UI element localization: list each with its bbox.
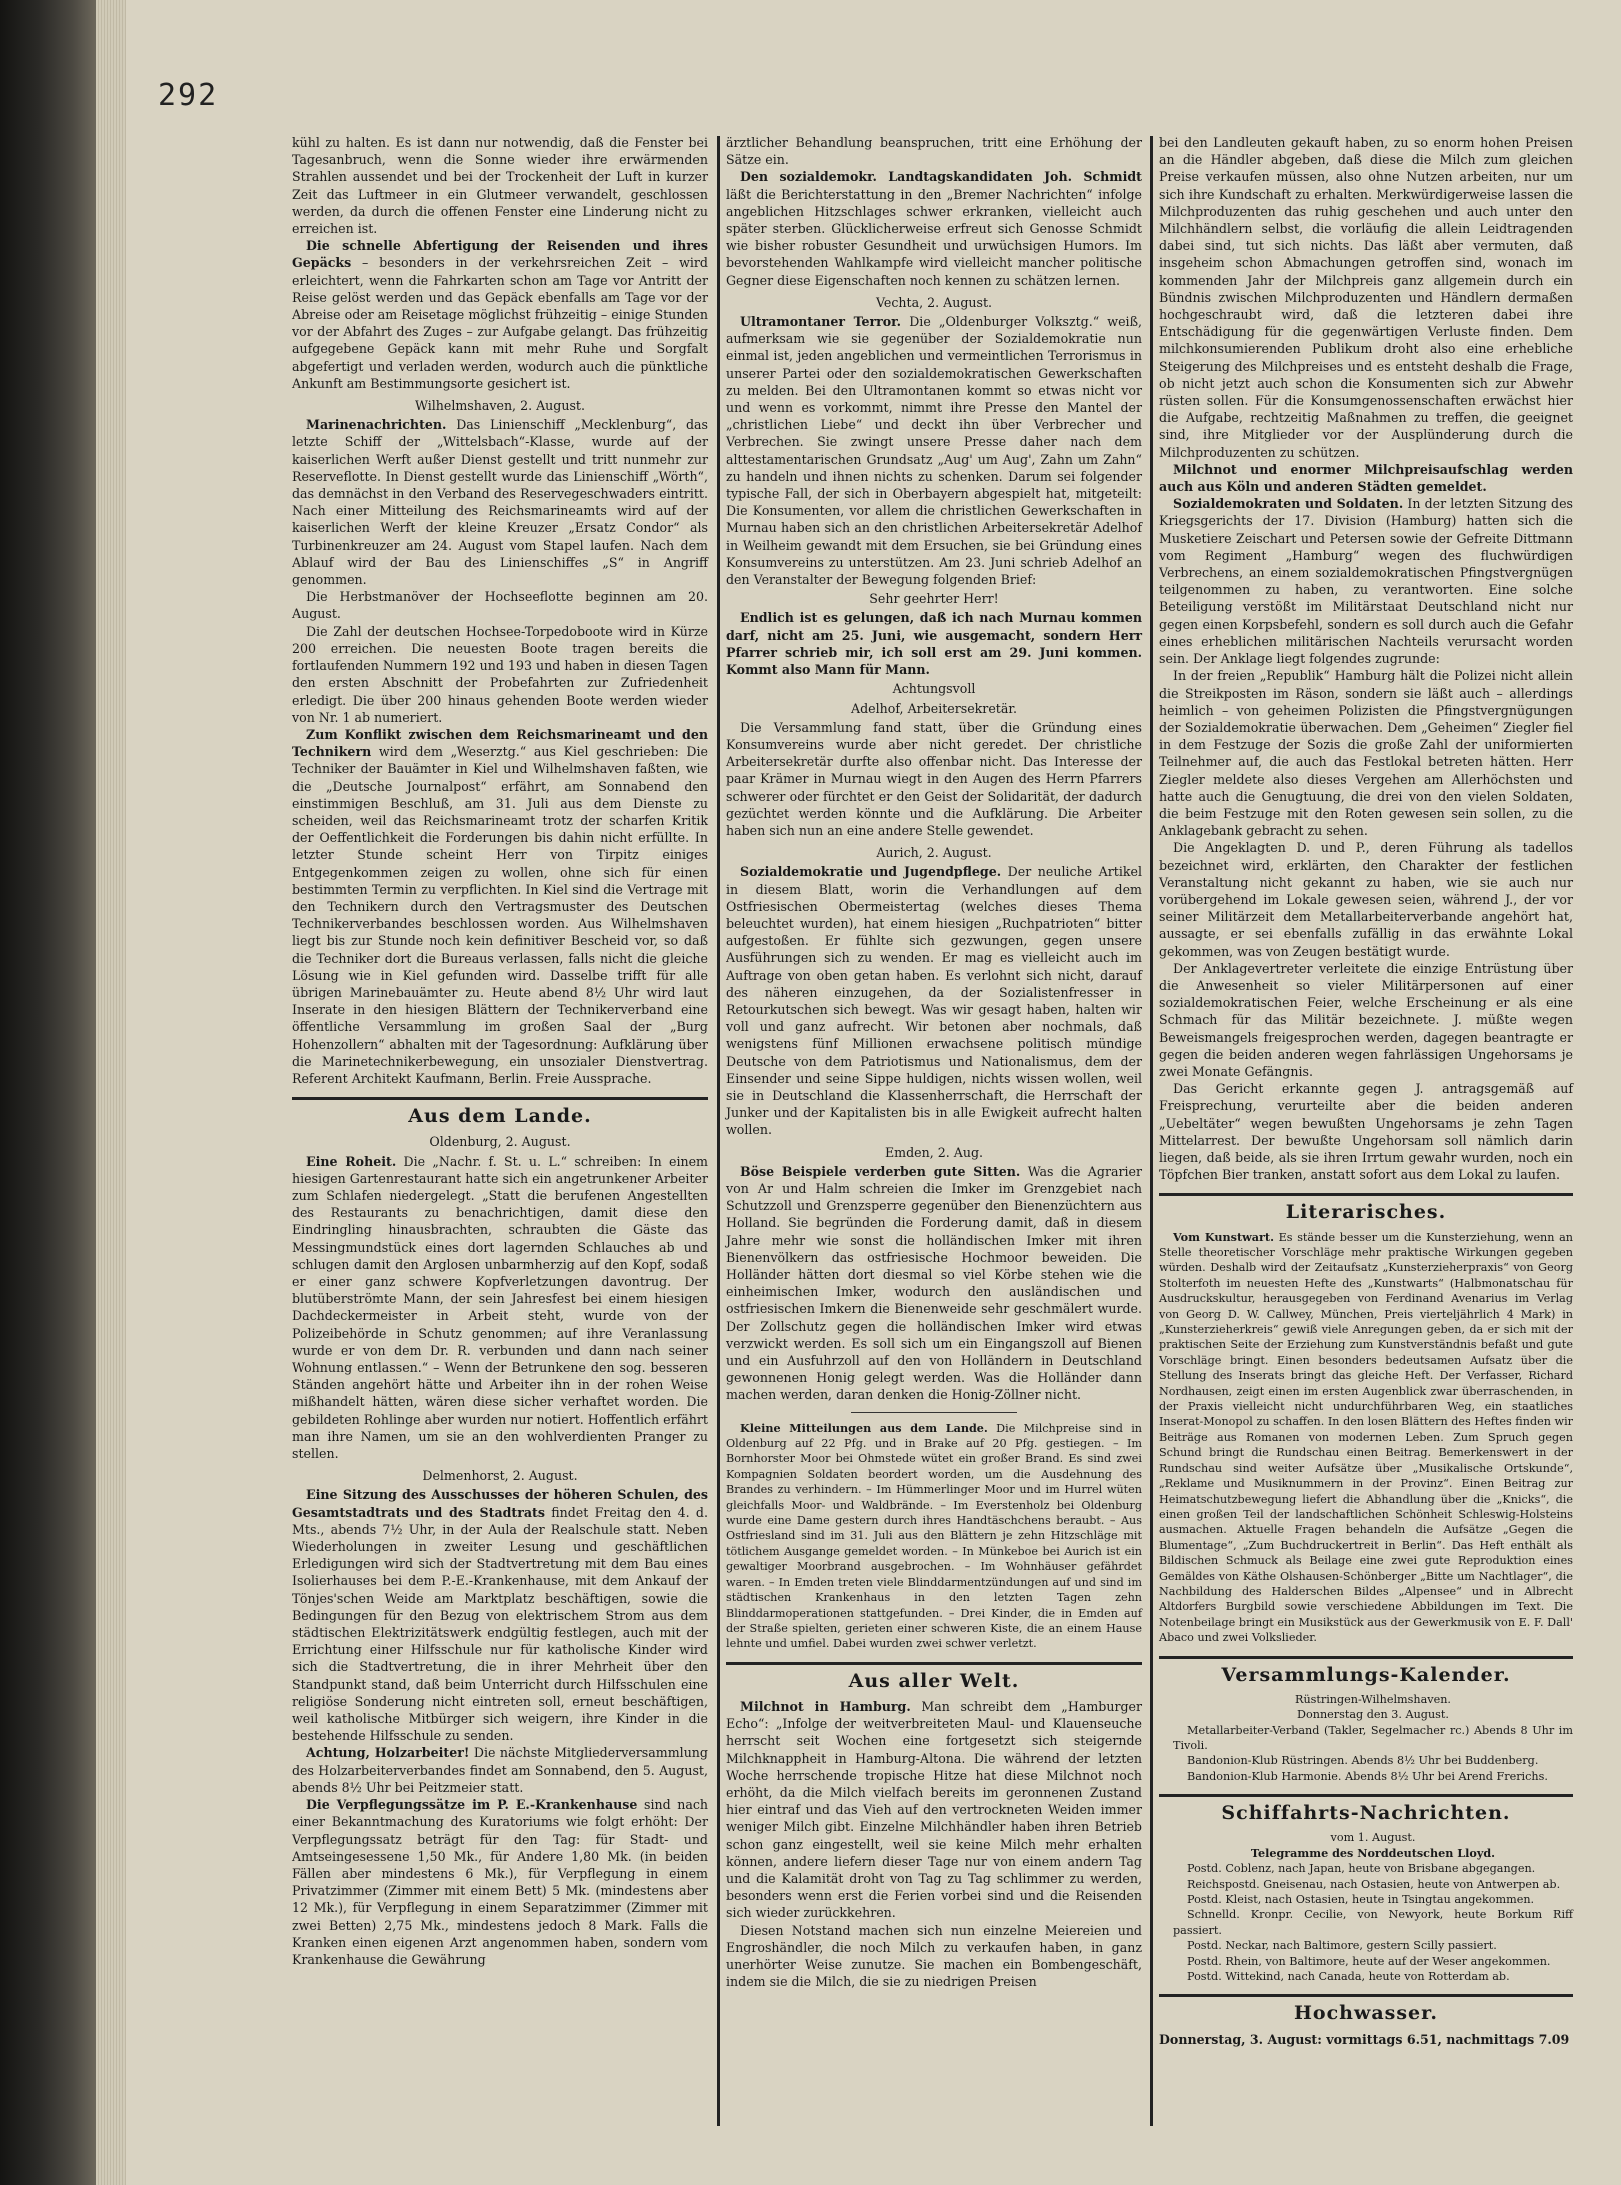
article-heading: Ultramontaner Terror. <box>740 314 902 330</box>
small-print-block <box>1159 1230 1573 1646</box>
paragraph <box>292 1153 708 1463</box>
paragraph-text: Die nächste Mitgliederversammlung des Holzarbeiterverbandes findet am Sonnabend, den 5. August, abends 8½ Uhr bei Peitzmeier statt. <box>292 1745 708 1795</box>
shipping-entry: Postd. Kleist, nach Ostasien, heute in Tsingtau angekommen. <box>1187 1893 1535 1907</box>
shipping-entry: Postd. Wittekind, nach Canada, heute von Rotterdam ab. <box>1187 1970 1510 1984</box>
paragraph <box>292 237 708 392</box>
article-heading: Eine Roheit. <box>306 1153 397 1169</box>
article-heading: Die Verpflegungssätze im P. E.-Krankenhause <box>306 1797 638 1813</box>
column-rule <box>1150 136 1153 2126</box>
paragraph-text: Das Linienschiff „Mecklenburg“, das letzte Schiff der „Wittelsbach“-Klasse, wurde auf der kaiserlichen Werft außer Dienst gestellt und tritt nunmehr zur Reserveflotte. In Dienst gestellt wurde das Linienschiff „Wörth“, das demnächst in den Verband des Reservegeschwaders eintritt. Nach einer Mitteilung des Reichsmarineamts wird auf der kaiserlichen Werft der kleine Kreuzer „Ersatz Condor“ als Turbinenkreuzer am 24. August vom Stapel laufen. Nach dem Ablauf wird der Bau des Linienschiffes „S“ in Angriff genommen. <box>292 417 708 588</box>
paragraph <box>726 1163 1142 1404</box>
letter-body: Endlich ist es gelungen, daß ich nach Murnau kommen darf, nicht am 25. Juni, wie ausgemacht, sondern Herr Pfarrer schrieb mir, ich soll erst am 29. Juni kommen. Kommt also Mann für Mann. <box>726 610 1142 678</box>
shipping-entry: Postd. Rhein, von Baltimore, heute auf der Weser angekommen. <box>1187 1954 1551 1968</box>
paragraph-text: findet Freitag den 4. d. Mts., abends 7½ Uhr, in der Aula der Realschule statt. Neben Wiederholungen in zweiter Lesung und geschäftlichen Erledigungen wird sich der Stadtvertretung mit dem Bau eines Isolierhauses bei dem P.-E.-Krankenhause, mit dem Ankauf der Tönjes'schen Weide am Marktplatz beschäftigen, sowie die Bedingungen für den Bezug von elektrischem Strom aus dem städtischen Elektrizitätswerk endgültig festlegen, auch mit der Errichtung einer Hilfsschule nur für katholische Kinder wird sich die Stadtvertretung, die in ihrer Mehrheit über den Standpunkt stand, daß beim Unterricht durch Hilfsschulen eine religiöse Sonderung nicht eintreten soll, erneut beschäftigen, weil katholische Mitbürger sich weigern, ihre Kinder in die bestehende Hilfsschule zu senden. <box>292 1504 708 1744</box>
section-rule <box>1159 1994 1573 1997</box>
column-1 <box>292 134 708 1968</box>
shipping-entry: Schnelld. Kronpr. Cecilie, von Newyork, heute Borkum Riff passiert. <box>1173 1908 1573 1937</box>
section-rule <box>1159 1794 1573 1797</box>
paragraph <box>292 726 708 1087</box>
paragraph <box>726 1698 1142 1922</box>
paragraph: ärztlicher Behandlung beanspruchen, tritt eine Erhöhung der Sätze ein. <box>726 135 1142 168</box>
calendar-block <box>1159 1692 1573 1784</box>
paragraph-text: Was die Agrarier von Ar und Halm schreien die Imker im Grenzgebiet nach Schutzzoll und Grenzsperre gegenüber den Bienenzüchtern aus Holland. Sie begründen die Forderung damit, daß in diesem Jahre mehr wie sonst die holländischen Imker mit ihren Bienenvölkern das ostfriesische Hochmoor beweiden. Die Holländer hätten dort diesmal so viel Körbe stehen wie die einheimischen Imker, wodurch den ausländischen und ostfriesischen Imkern die Bienenweide sehr geschmälert wurde. Der Zollschutz gegen die holländischen Imker wird etwas verzwickt werden. Es soll sich um ein Eingangszoll auf Bienen und ein Ausfuhrzoll auf den von Holländern in Deutschland gewonnenen Honig gelegt werden. Was die Holländer dann machen werden, daran denken die Honig-Zöllner nicht. <box>726 1163 1143 1403</box>
paragraph <box>726 168 1142 288</box>
dateline: Aurich, 2. August. <box>876 845 992 861</box>
shipping-subtitle: vom 1. August. <box>1330 1831 1416 1845</box>
section-rule <box>726 1662 1142 1665</box>
page-edges <box>96 0 126 2185</box>
paragraph <box>292 1486 708 1744</box>
paragraph-text: sind nach einer Bekanntmachung des Kuratoriums wie folgt erhöht: Der Verpflegungssatz beträgt für den Tag: für Stadt- und Amtseingesessene 1,50 Mk., für Andere 1,80 Mk. (in beiden Fällen aber mindestens 6 Mk.), für Verpflegung in einem Privatzimmer (Zimmer mit einem Bett) 5 Mk. (mindestens aber 12 Mk.), für Verpflegung in einem Separatzimmer (Zimmer mit zwei Betten) 2,75 Mk., mindestens jedoch 8 Mark. Falls die Kranken einen eigenen Arzt angenommen haben, sondern vom Krankenhause die Gewährung <box>292 1797 708 1967</box>
section-rule <box>292 1097 708 1100</box>
paragraph: Diesen Notstand machen sich nun einzelne Meiereien und Engroshändler, die noch Milch zu verkaufen haben, in ganz unerhörter Weise zunutze. Sie machen ein Bombengeschäft, indem sie die Milch, die sie zu niedrigen Preisen <box>726 1922 1142 1990</box>
paragraph <box>292 1744 708 1796</box>
divider <box>851 1412 1017 1413</box>
shipping-entry: Postd. Coblenz, nach Japan, heute von Brisbane abgegangen. <box>1187 1862 1536 1876</box>
article-heading: Milchnot in Hamburg. <box>740 1698 911 1714</box>
article-heading: Kleine Mitteilungen aus dem Lande. <box>740 1420 988 1435</box>
calendar-entry: Bandonion-Klub Rüstringen. Abends 8½ Uhr bei Buddenberg. <box>1187 1754 1539 1768</box>
section-heading: Aus aller Welt. <box>848 1669 1020 1692</box>
paragraph-text: – besonders in der verkehrsreichen Zeit – wird erleichtert, wenn die Fahrkarten schon am Tage vor Antritt der Reise gelöst werden und das Gepäck ebenfalls am Tage vor der Abreise oder am Reisetage möglichst frühzeitig – einige Stunden vor der Abfahrt des Zuges – zur Aufgabe gelangt. Das frühzeitig aufgegebene Gepäck kann mit mehr Ruhe und Sorgfalt abgefertigt und verladen werden, wodurch auch die pünktliche Ankunft am Bestimmungsorte gesichert ist. <box>292 255 708 391</box>
article-heading: Marinenachrichten. <box>306 417 447 433</box>
column-3 <box>1159 134 1573 2048</box>
article-heading: Böse Beispiele verderben gute Sitten. <box>740 1163 1021 1179</box>
article-heading: Sozialdemokratie und Jugendpflege. <box>740 864 1002 880</box>
section-heading: Hochwasser. <box>1293 2002 1439 2025</box>
section-heading: Aus dem Lande. <box>408 1105 592 1128</box>
article-heading: Zum Konflikt zwischen dem Reichsmarineamt und den Technikern <box>292 726 708 760</box>
paragraph: In der freien „Republik“ Hamburg hält die Polizei nicht allein die Streikposten im Räson, sondern sie läßt auch – allerdings heimlich – von geheimen Polizisten die Pfingstvergnügungen der Sozialdemokratie überwachen. Dem „Geheimen“ Ziegler fiel in dem Festzuge der Sozis die große Zahl der uniformierten Teilnehmer auf, die auch das Festlokal betreten hätten. Herr Ziegler meldete also dieses Vergehen am Allerhöchsten und hatte auch die Genugtuung, die drei von den vielen Soldaten, die beim Festzuge mit den Roten gewesen sein sollen, zu die Anklagebank gebracht zu sehen. <box>1159 668 1573 839</box>
section-heading: Schiffahrts-Nachrichten. <box>1221 1802 1511 1825</box>
paragraph <box>292 1796 708 1968</box>
letter-signature: Adelhof, Arbeitersekretär. <box>851 700 1017 716</box>
paragraph: Die Zahl der deutschen Hochsee-Torpedoboote wird in Kürze 200 erreichen. Die neuesten Boote tragen bereits die fortlaufenden Nummern 192 und 193 und haben in diesen Tagen den ersten Abschnitt der Probefahrten zur Zufriedenheit erledigt. Die über 200 hinaus gehenden Boote werden wieder von Nr. 1 ab numeriert. <box>292 623 708 725</box>
paragraph <box>1159 495 1573 667</box>
shipping-block <box>1159 1830 1573 1984</box>
paragraph-text: wird dem „Weserztg.“ aus Kiel geschrieben: Die Techniker der Bauämter in Kiel und Wilhelmshaven faßten, wie die „Deutsche Journalpost“ erfährt, am Sonnabend den einstimmigen Beschluß, am 31. Juli aus dem Dienste zu scheiden, weil das Reichsmarineamt trotz der scharfen Kritik der Oeffentlichkeit die Forderungen bis dahin nicht erfüllte. In letzter Stunde scheint Herr von Tirpitz einiges Entgegenkommen zeigen zu wollen, ohne sich für einen bestimmten Termin zu verpflichten. In Kiel sind die Vertrage mit den Technikern durch den Vertragsmuster des Deutschen Technikerverbandes beschlossen worden. Aus Wilhelmshaven liegt bis zur Stunde noch kein definitiver Bescheid vor, so daß die Techniker dort die Bureaus verlassen, falls nicht die gleiche Lösung wie in Kiel gefunden wird. Dasselbe trifft für alle übrigen Marinebauämter zu. Heute abend 8½ Uhr wird laut Inserate in den hiesigen Blättern der Technikerverband eine öffentliche Versammlung im großen Saal der „Burg Hohenzollern“ abhalten mit der Tagesordnung: Aufklärung über die Marinetechnikerbewegung, ein unsozialer Dienstvertrag. Referent Architekt Kaufmann, Berlin. Freie Aussprache. <box>292 744 708 1086</box>
book-binding-shadow <box>0 0 96 2185</box>
article-heading: Die schnelle Abfertigung der Reisenden und ihres Gepäcks <box>292 238 708 271</box>
article-heading: Vom Kunstwart. <box>1173 1229 1274 1244</box>
paragraph-text: Der neuliche Artikel in diesem Blatt, worin die Verhandlungen auf dem Ostfriesischen Obermeistertag (welches dieses Thema beleuchtet wurden), hat einem hiesigen „Ruchpatrioten“ bitter aufgestoßen. Er fühlte sich gezwungen, gegen unsere Ausführungen sich zu wenden. Er mag es vielleicht auch im Auftrage von oben getan haben. Es verlohnt sich nicht, darauf des näheren einzugehen, da der Sozialistenfresser in Retourkutschen sich bewegt. Was wir gesagt haben, halten wir voll und ganz aufrecht. Wir betonen aber nochmals, daß wenigstens fünf Millionen erwachsene politisch mündige Deutsche von dem Patriotismus und Nationalismus, dem der Einsender und seine Sippe huldigen, nichts wissen wollen, weil sie in Deutschland die Klassenherrschaft, die Herrschaft der Junker und der Kapitalisten bis in alle Ewigkeit aufrecht halten wollen. <box>726 864 1142 1138</box>
article-heading: Sozialdemokraten und Soldaten. <box>1173 496 1404 512</box>
paragraph <box>726 863 1142 1138</box>
small-print-block <box>726 1421 1142 1652</box>
letter-greeting: Sehr geehrter Herr! <box>869 591 999 607</box>
paragraph: Das Gericht erkannte gegen J. antragsgemäß auf Freisprechung, verurteilte aber die beiden anderen „Uebeltäter“ wegen bewußten Ungehorsams je zehn Tagen Mittelarrest. Der bewußte Ungehorsam soll nämlich darin liegen, daß beide, als sie ihren Irrtum gewahr wurden, noch ein Töpfchen Bier tranken, anstatt sofort aus dem Lokal zu laufen. <box>1159 1081 1573 1183</box>
dateline: Oldenburg, 2. August. <box>429 1134 571 1150</box>
shipping-entry: Reichspostd. Gneisenau, nach Ostasien, heute von Antwerpen ab. <box>1187 1877 1561 1891</box>
calendar-date: Donnerstag den 3. August. <box>1297 1708 1449 1722</box>
paragraph-text: Man schreibt dem „Hamburger Echo“: „Infolge der weitverbreiteten Maul- und Klauenseuche herrscht seit Wochen eine fortgesetzt sich steigernde Milchknappheit in Hamburg-Altona. Die während der letzten Woche herrschende tropische Hitze hat diese Milchnot noch erhöht, da die Milch vielfach bereits im geronnenen Zustand hier eintraf und das Vieh auf den vertrockneten Weiden immer weniger Milch gibt. Einzelne Milchhändler haben ihren Betrieb schon ganz eingestellt, weil sie keine Milch mehr erhalten können, andere liefern dieser Tage nur von einem andern Tag und die Kalamität droht von Tag zu Tag schlimmer zu werden, besonders wenn erst die Ferien vorbei sind und die Reisenden sich wieder zurückkehren. <box>726 1698 1142 1921</box>
paragraph <box>726 1421 1142 1652</box>
article-heading: Eine Sitzung des Ausschusses der höheren Schulen, des Gesamtstadtrats und des Stadtrats <box>292 1487 708 1520</box>
paragraph: bei den Landleuten gekauft haben, zu so enorm hohen Preisen an die Händler abgeben, daß diese die Milch zum gleichen Preise verkaufen müssen, also ohne Nutzen arbeiten, nur um sich ihre Kundschaft zu erhalten. Merkwürdigerweise lassen die Milchproduzenten das ruhig geschehen und auch unter den Milchhändlern selbst, die vorläufig die allein Leidtragenden dabei sind, tut sich nichts. Das läßt aber vermuten, daß insgeheim schon Abmachungen getroffen sind, wonach im kommenden Jahr der Milchpreis ganz allgemein durch ein Bündnis zwischen Milchproduzenten und Händlern dermaßen hochgeschraubt wird, daß die letzteren dabei ihre Entschädigung für die gegenwärtigen Verluste finden. Dem milchkonsumierenden Publikum droht also eine erhebliche Steigerung des Milchpreises und es entsteht deshalb die Frage, ob nicht jetzt auch schon die Konsumenten sich zur Abwehr rüsten sollen. Für die Konsumgenossenschaften erwächst hier die Aufgabe, rechtzeitig Maßnahmen zu treffen, die geeignet sind, ihre Mitglieder vor der Ausplünderung durch die Milchproduzenten zu schützen. <box>1159 135 1573 460</box>
section-heading: Literarisches. <box>1285 1201 1447 1224</box>
column-2 <box>726 134 1142 1990</box>
paragraph-text: In der letzten Sitzung des Kriegsgerichts der 17. Division (Hamburg) hatten sich die Musketiere Zeischart und Petersen sowie der Gefreite Dittmann vom Regiment „Hamburg“ wegen des fluchwürdigen Verbrechens, an einem sozialdemokratischen Pfingstvergnügen teilgenommen zu haben, zu verantworten. Eine solche Beteiligung verstößt im Militärstaat Deutschland nicht nur gegen einen Korpsbefehl, sondern es soll durch auch die Gefahr eines erheblichen militärischen Nachteils verursacht worden sein. Der Anklage liegt folgendes zugrunde: <box>1159 496 1573 667</box>
paragraph: Milchnot und enormer Milchpreisaufschlag werden auch aus Köln und anderen Städten gemeldet. <box>1159 461 1573 495</box>
paragraph-text: Die „Oldenburger Volksztg.“ weiß, aufmerksam wie sie gegenüber der Sozialdemokratie nun einmal ist, jeden angeblichen und vermeintlichen Terrorismus in unserer Partei oder den sozialdemokratischen Gewerkschaften zu melden. Bei den Ultramontanen kommt so etwas nicht vor und wenn es vorkommt, nimmt ihre Presse den Mantel der „christlichen Liebe“ und deckt ihn über Verbrecher und Verbrechen. Sie zwingt unsere Presse daher nach dem alttestamentarischen Grundsatz „Aug' um Aug', Zahn um Zahn“ zu handeln und ihnen nichts zu schenken. Darum sei folgender typische Fall, der sich in Oberbayern abgespielt hat, mitgeteilt: Die Konsumenten, vor allem die christlichen Gewerkschaften in Murnau haben sich an den christlichen Arbeitersekretär Adelhof in Weilheim gewandt mit dem Ersuchen, sie bei Gründung eines Konsumvereins zu unterstützen. Am 23. Juni schrieb Adelhof an den Veranstalter der Bewegung folgenden Brief: <box>726 314 1142 588</box>
calendar-entry: Metallarbeiter-Verband (Takler, Segelmacher rc.) Abends 8 Uhr im Tivoli. <box>1173 1723 1573 1752</box>
paragraph <box>292 416 708 588</box>
calendar-entry: Bandonion-Klub Harmonie. Abends 8½ Uhr bei Arend Frerichs. <box>1187 1769 1548 1783</box>
paragraph <box>1159 1230 1573 1646</box>
dateline: Emden, 2. Aug. <box>884 1144 984 1160</box>
tide-times: Donnerstag, 3. August: vormittags 6.51, nachmittags 7.09 <box>1159 2031 1570 2047</box>
paragraph: Die Versammlung fand statt, über die Gründung eines Konsumvereins wurde aber nicht geredet. Der christliche Arbeitersekretär durfte also offenbar nicht. Das Interesse der paar Krämer in Murnau wiegt in den Augen des Herrn Pfarrers schwerer oder fürchtet er den Geist der Solidarität, der dadurch gezüchtet werden könnte und die Aufklärung. Die Arbeiter haben sich nun an eine andere Stelle gewendet. <box>726 719 1142 838</box>
shipping-heading: Telegramme des Norddeutschen Lloyd. <box>1250 1845 1496 1860</box>
column-rule <box>717 136 720 2126</box>
paragraph-text: Die Milchpreise sind in Oldenburg auf 22 Pfg. und in Brake auf 20 Pfg. gestiegen. – Im Bornhorster Moor bei Ohmstede wütet ein großer Brand. Es sind zwei Kompagnien Soldaten beordert worden, um die Ausdehnung des Brandes zu verhindern. – Im Hümmerlinger Moor und im Hurrel wüten gleichfalls Moor- und Waldbrände. – Im Everstenholz bei Oldenburg wurde eine Dame gestern durch ihres Handtäschchens beraubt. – Aus Ostfriesland sind im 31. Juli aus den Blättern je zehn Hitzschläge mit tötlichem Ausgange gemeldet worden. – In Münkeboe bei Aurich ist ein gewaltiger Moorbrand ausgebrochen. – Im Wohnhäuser gefährdet waren. – In Emden treten viele Blinddarmentzündungen auf und sind im städtischen Krankenhaus in den letzten Tagen zehn Blinddarmoperationen stattgefunden. – Drei Kinder, die in Emden auf der Straße spielten, gerieten einer schweren Kiste, die an einem Hause lehnte und umfiel. Dabei wurden zwei schwer verletzt. <box>726 1421 1142 1651</box>
article-heading: Den sozialdemokr. Landtagskandidaten Joh. Schmidt <box>740 169 1142 185</box>
paragraph <box>726 313 1142 588</box>
paragraph-text: läßt die Berichterstattung in den „Bremer Nachrichten“ infolge angeblichen Hitzschlages schwer erkranken, vielleicht auch später sterben. Glücklicherweise erfreut sich Genosse Schmidt wie bisher robuster Gesundheit und urwüchsigen Humors. Im bevorstehenden Wahlkampfe wird vielleicht mancher politische Gegner diese Eigenschaften noch kennen zu schätzen lernen. <box>726 186 1142 288</box>
dateline: Wilhelmshaven, 2. August. <box>414 398 585 414</box>
section-rule <box>1159 1193 1573 1196</box>
paragraph-text: Es stände besser um die Kunsterziehung, wenn an Stelle theoretischer Vorschläge mehr praktische Wirkungen gegeben würden. Deshalb wird der Zeitaufsatz „Kunsterzieherpraxis“ von Georg Stolterfoth im neuesten Hefte des „Kunstwarts“ (Halbmonatschau für Ausdruckskultur, herausgegeben von Ferdinand Avenarius im Verlag von Georg D. W. Callwey, München, Preis vierteljährlich 4 Mark) in „Kunsterzieherkreis“ gewiß viele Anregungen geben, da er sich mit der praktischen Seite der Erziehung zum Kunstverständnis befaßt und gute Vorschläge bringt. Einen besonders bedeutsamen Aufsatz über die Stellung des Inserats bringt das gleiche Heft. Der Verfasser, Richard Nordhausen, zeigt einen im ersten Augenblick zwar überraschenden, in der Praxis vielleicht nicht undurchführbaren Weg, ein staatliches Inserat-Monopol zu schaffen. In den losen Blättern des Heftes finden wir Beiträge aus Romanen von modernen Leben. Zum Spruch gegen Schund bringt die Rundschau einen Beitrag. Bemerkenswert in der Rundschau sind weiter Aufsätze über „Musikalische Ortskunde“, „Reklame und Musiknummern in der Provinz“. Einen Beitrag zur Heimatschutzbewegung liefert die Abhandlung über die „Knicks“, die einen großen Teil der landschaftlichen Schönheit Schleswig-Holsteins ausmachen. Aktuelle Fragen behandeln die Aufsätze „Gegen die Blumentage“, „Zum Buchdruckertreit in Berlin“. Das Heft enthält als Bildischen Schmuck als Beilage eine zwei gute Reproduktion eines Gemäldes von Käthe Olshausen-Schönberger „Bitte um Nachtlager“, die Nachbildung des Halderschen Bildes „Alpensee“ und in Albrecht Altdorfers Burgbild sowie verschiedene Abbildungen im Text. Die Notenbeilage bringt ein Musikstück aus der Gewerkmusik von E. F. Dall' Abaco und zwei Volkslieder. <box>1159 1230 1573 1645</box>
dateline: Vechta, 2. August. <box>875 294 993 310</box>
article-heading: Achtung, Holzarbeiter! <box>306 1745 470 1761</box>
dateline: Delmenhorst, 2. August. <box>422 1468 578 1484</box>
page-number: 292 <box>158 78 219 113</box>
section-heading: Versammlungs-Kalender. <box>1221 1663 1511 1686</box>
calendar-subtitle: Rüstringen-Wilhelmshaven. <box>1295 1692 1451 1706</box>
paragraph: Der Anklagevertreter verleitete die einzige Entrüstung über die Anwesenheit so vieler Militärpersonen auf einer sozialdemokratischen Feier, welche Erscheinung er als eine Schmach für das Militär bezeichnete. J. müßte wegen Beweismangels freigesprochen werden, dagegen beantragte er gegen die beiden anderen wegen fahrlässigen Ungehorsams je zwei Monate Gefängnis. <box>1159 960 1573 1079</box>
paragraph: Die Herbstmanöver der Hochseeflotte beginnen am 20. August. <box>292 589 708 622</box>
shipping-entry: Postd. Neckar, nach Baltimore, gestern Scilly passiert. <box>1187 1939 1497 1953</box>
letter-closing: Achtungsvoll <box>892 681 976 697</box>
paragraph: kühl zu halten. Es ist dann nur notwendig, daß die Fenster bei Tagesanbruch, wenn die Sonne wieder ihre erwärmenden Strahlen aussendet und bei der Trockenheit der Luft in kurzer Zeit das Luftmeer in ein Glutmeer verwandelt, geschlossen werden, da durch die offenen Fenster eine Linderung nicht zu erreichen ist. <box>292 135 708 237</box>
paragraph-text: Die „Nachr. f. St. u. L.“ schreiben: In einem hiesigen Gartenrestaurant hatte sich ein angetrunkener Arbeiter zum Schlafen niedergelegt. „Statt die berufenen Angestellten des Restaurants zu benachrichtigen, damit diese den Eindringling hinausbrachten, schraubten die Gäste das Messingmundstück eines dort lagernden Schlauches ab und schlugen damit den Arglosen unbarmherzig auf den Kopf, sodaß er einer ganz schwere Kopfverletzungen davontrug. Der blutüberströmte Mann, der sein Jahresfest bei einem hiesigen Dachdeckermeister in Arbeit steht, wurde von der Polizeibehörde in Schutz genommen; auf ihre Veranlassung wurde er von dem Dr. R. verbunden und dann nach seiner Wohnung entlassen.“ – Wenn der Betrunkene den sog. besseren Ständen angehört hätte und Arbeiter ihn in der rohen Weise mißhandelt hätten, wären diese sicher verhaftet worden. Die gebildeten Rohlinge aber wurden nur notiert. Hoffentlich erfährt man ihre Namen, um sie an den wohlverdienten Pranger zu stellen. <box>292 1153 708 1462</box>
paragraph: Die Angeklagten D. und P., deren Führung als tadellos bezeichnet wird, erklärten, den Charakter der festlichen Veranstaltung nicht gekannt zu haben, wie sie auch nur vorübergehend im Lokale gewesen seien, während J., der vor seiner Militärzeit dem Metallarbeiterverbande angehört hat, aussagte, er sei ebenfalls zufällig in das erwähnte Lokal gekommen, was von Zeugen bestätigt wurde. <box>1159 840 1573 959</box>
section-rule <box>1159 1656 1573 1659</box>
